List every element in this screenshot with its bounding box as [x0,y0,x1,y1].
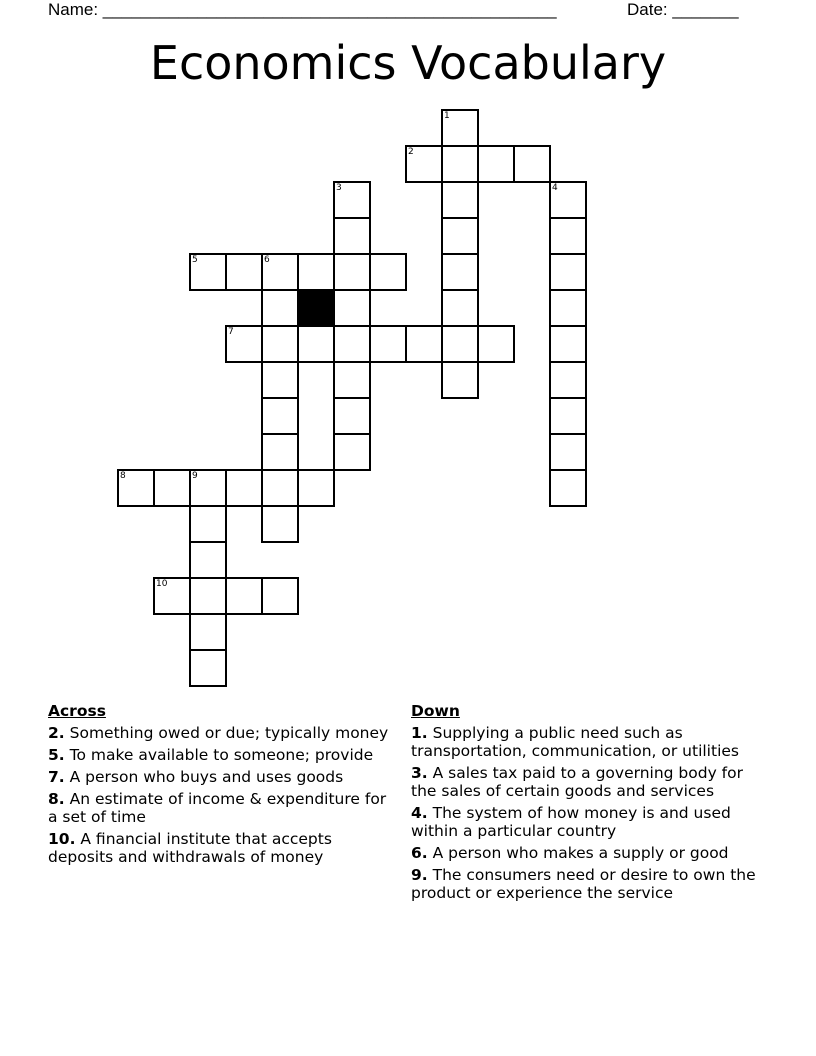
clue-text: The system of how money is and used within a particular country [411,804,731,840]
clue-text: To make available to someone; provide [69,746,374,764]
crossword-cell[interactable] [189,541,227,579]
crossword-cell[interactable] [189,613,227,651]
across-heading: Across [48,702,106,720]
crossword-cell[interactable] [225,469,263,507]
crossword-cell[interactable] [333,397,371,435]
clue-text: An estimate of income & expenditure for a set of time [48,790,387,826]
crossword-cell[interactable] [549,397,587,435]
down-heading: Down [411,702,460,720]
page-title: Economics Vocabulary [149,36,667,90]
crossword-cell[interactable] [333,253,371,291]
clue-number: 7. [48,768,65,786]
crossword-cell[interactable] [225,577,263,615]
clue-number: 2 [408,147,414,157]
crossword-cell[interactable] [261,397,299,435]
across-clue [48,790,398,826]
crossword-cell[interactable] [261,289,299,327]
clue-text: Something owed or due; typically money [69,724,389,742]
crossword-cell[interactable] [549,289,587,327]
clue-number: 1 [444,111,450,121]
crossword-cell[interactable] [405,145,443,183]
crossword-cell[interactable] [261,577,299,615]
crossword-cell[interactable] [441,109,479,147]
crossword-cell[interactable] [261,253,299,291]
crossword-cell[interactable] [441,217,479,255]
clue-text: The consumers need or desire to own the product or experience the service [411,866,756,902]
crossword-cell[interactable] [261,469,299,507]
crossword-cell[interactable] [333,433,371,471]
crossword-cell[interactable] [117,469,155,507]
date-field[interactable]: Date: _______ [627,0,739,19]
crossword-cell[interactable] [441,145,479,183]
crossword-cell[interactable] [369,253,407,291]
across-clue [48,724,398,742]
clue-text: A person who buys and uses goods [69,768,344,786]
crossword-cell[interactable] [261,505,299,543]
crossword-cell[interactable] [153,577,191,615]
blocked-cell [297,289,335,327]
down-clue [411,844,761,862]
across-clue [48,830,398,866]
crossword-cell[interactable] [513,145,551,183]
crossword-cell[interactable] [477,145,515,183]
crossword-cell[interactable] [549,181,587,219]
clue-text: A sales tax paid to a governing body for the sales of certain goods and services [411,764,743,800]
crossword-cell[interactable] [225,253,263,291]
crossword-cell[interactable] [549,325,587,363]
crossword-cell[interactable] [369,325,407,363]
crossword-cell[interactable] [333,361,371,399]
clue-number: 4 [552,183,558,193]
clue-number: 8 [120,471,126,481]
crossword-cell[interactable] [549,217,587,255]
crossword-cell[interactable] [333,181,371,219]
clue-number: 1. [411,724,428,742]
down-clue [411,764,761,800]
clue-number: 9. [411,866,428,884]
clue-number: 6. [411,844,428,862]
crossword-cell[interactable] [189,253,227,291]
clue-number: 9 [192,471,198,481]
clue-number: 3. [411,764,428,782]
crossword-cell[interactable] [441,253,479,291]
clue-text: A person who makes a supply or good [432,844,729,862]
clue-number: 8. [48,790,65,808]
across-clue [48,746,398,764]
across-clue [48,768,398,786]
crossword-cell[interactable] [441,325,479,363]
down-clue [411,724,761,760]
clue-number: 10. [48,830,76,848]
crossword-cell[interactable] [189,469,227,507]
crossword-cell[interactable] [333,325,371,363]
down-clue [411,804,761,840]
crossword-cell[interactable] [297,253,335,291]
crossword-cell[interactable] [405,325,443,363]
name-field[interactable]: Name: ________________________________________________ [48,0,557,19]
crossword-cell[interactable] [189,577,227,615]
crossword-cell[interactable] [549,469,587,507]
clue-number: 4. [411,804,428,822]
clue-text: Supplying a public need such as transportation, communication, or utilities [411,724,739,760]
crossword-cell[interactable] [549,433,587,471]
crossword-cell[interactable] [153,469,191,507]
crossword-cell[interactable] [477,325,515,363]
crossword-cell[interactable] [297,325,335,363]
crossword-cell[interactable] [261,325,299,363]
clue-number: 7 [228,327,234,337]
clue-number: 5 [192,255,198,265]
down-clue [411,866,761,902]
clue-number: 5. [48,746,65,764]
clue-number: 2. [48,724,65,742]
clue-number: 3 [336,183,342,193]
crossword-cell[interactable] [441,289,479,327]
crossword-cell[interactable] [549,253,587,291]
clue-number: 10 [156,579,168,589]
clue-text: A financial institute that accepts deposits and withdrawals of money [48,830,332,866]
crossword-cell[interactable] [441,181,479,219]
crossword-cell[interactable] [189,505,227,543]
down-clues [411,702,761,906]
crossword-cell[interactable] [261,361,299,399]
crossword-cell[interactable] [261,433,299,471]
crossword-cell[interactable] [189,649,227,687]
crossword-cell[interactable] [549,361,587,399]
crossword-cell[interactable] [441,361,479,399]
across-clues [48,702,398,870]
crossword-cell[interactable] [225,325,263,363]
crossword-cell[interactable] [333,289,371,327]
crossword-cell[interactable] [333,217,371,255]
clue-number: 6 [264,255,270,265]
crossword-cell[interactable] [297,469,335,507]
